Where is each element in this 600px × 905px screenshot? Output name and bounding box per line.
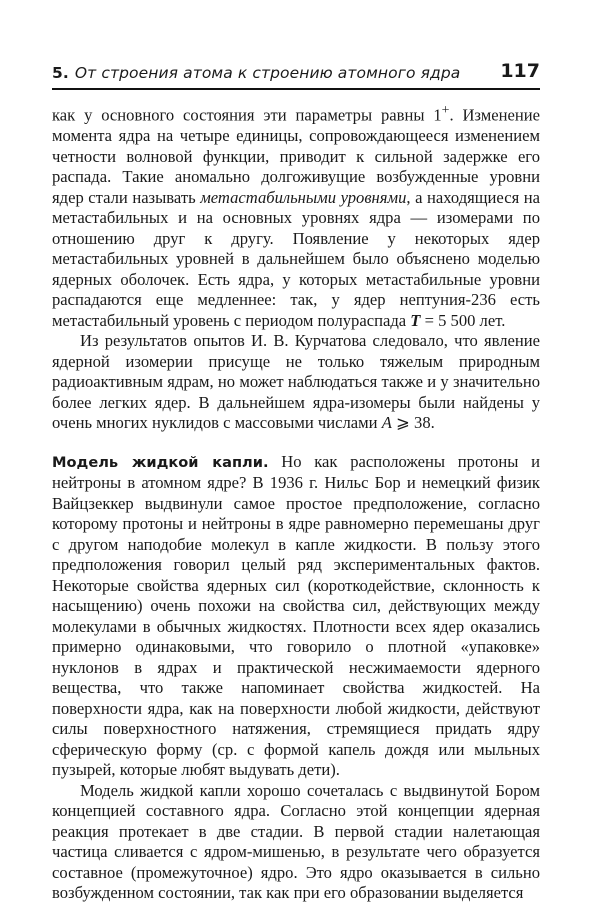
page-number: 117 [500,60,540,82]
paragraph-4 [52,781,540,904]
p3-text: Но как расположены протоны и нейтроны в атомном ядре? В 1936 г. Нильс Бор и немецкий физик Вайцзеккер выдвинули самое простое предположение, согласно которому протоны и нейтроны в ядре равномерно перемешаны друг с другом наподобие молекул в капле жидкости. В пользу этого предположения говорил целый ряд экспериментальных фактов. Некоторые свойства ядерных сил (короткодействие, склонность к насыщению) очень похожи на свойства сил, действующих между молекулами в обычных жидкостях. Плотности всех ядер оказались примерно одинаковыми, что говорило о плотной «упаковке» нуклонов в ядрах и практической несжимаемости ядерного вещества, что также напоминает свойства жидкостей. На поверхности ядра, как на поверхности любой жидкости, действуют силы поверхностного натяжения, стремящиеся придать ядру сферическую форму (ср. с формой капель дождя или мыльных пузырей, которые любят выдувать дети). [52,451,540,780]
term-metastable-levels: метастабильными уровнями [200,187,407,207]
paragraph-3 [52,452,540,781]
p1-text-2: . Изменение момента ядра на четыре единицы, сопровождающееся изменением четности волновой функции, приводит к сильной задержке его распада. Такие аномально долгоживущие возбужденные уровни ядер стали называть [52,105,540,207]
paragraph-2 [52,331,540,434]
p2-text-1: Из результатов опытов И. В. Курчатова следовало, что явление ядерной изомерии присуще не только тяжелым природным радиоактивным ядрам, но может наблюдаться также и у значительно более легких ядер. В дальнейшем ядра-изомеры были найдены у очень многих нуклидов с массовыми числами [52,331,540,433]
running-header [52,56,540,82]
p1-text-1: как у основного состояния эти параметры равны 1 [52,105,442,125]
chapter-number: 5. [52,64,69,82]
paragraph-1 [52,100,540,331]
book-page [52,56,540,904]
section-title-liquid-drop: Модель жидкой капли. [52,453,269,471]
p1-math-variable: T [410,310,421,330]
p1-text-4: = 5 500 лет. [420,310,506,330]
body-text [52,100,540,904]
p2-math-variable: A [381,413,392,433]
p1-text-3: , а находящиеся на метастабильных и на основных уровнях ядра — изомерами по отношению друг к другу. Появление у некоторых ядер метастабильных уровней в дальнейшем было объяснено моделью ядерных оболочек. Есть ядра, у которых метастабильные уровни распадаются еще медленнее: так, у ядер нептуния-236 есть метастабильный уровень с периодом полураспада [52,187,541,330]
header-rule [52,88,540,90]
p1-superscript: + [441,102,450,117]
p4-text: Модель жидкой капли хорошо сочеталась с выдвинутой Бором концепцией составного ядра. Согласно этой концепции ядерная реакция протекает в две стадии. В первой стадии налетающая частица сливается с ядром-мишенью, в результате чего образуется составное (промежуточное) ядро. Это ядро оказывается в сильно возбужденном состоянии, так как при его образовании выделяется [52,780,540,903]
chapter-title: От строения атома к строению атомного ядра [74,64,461,82]
p2-text-2: ⩾ 38. [391,413,435,433]
chapter-heading [52,64,460,82]
